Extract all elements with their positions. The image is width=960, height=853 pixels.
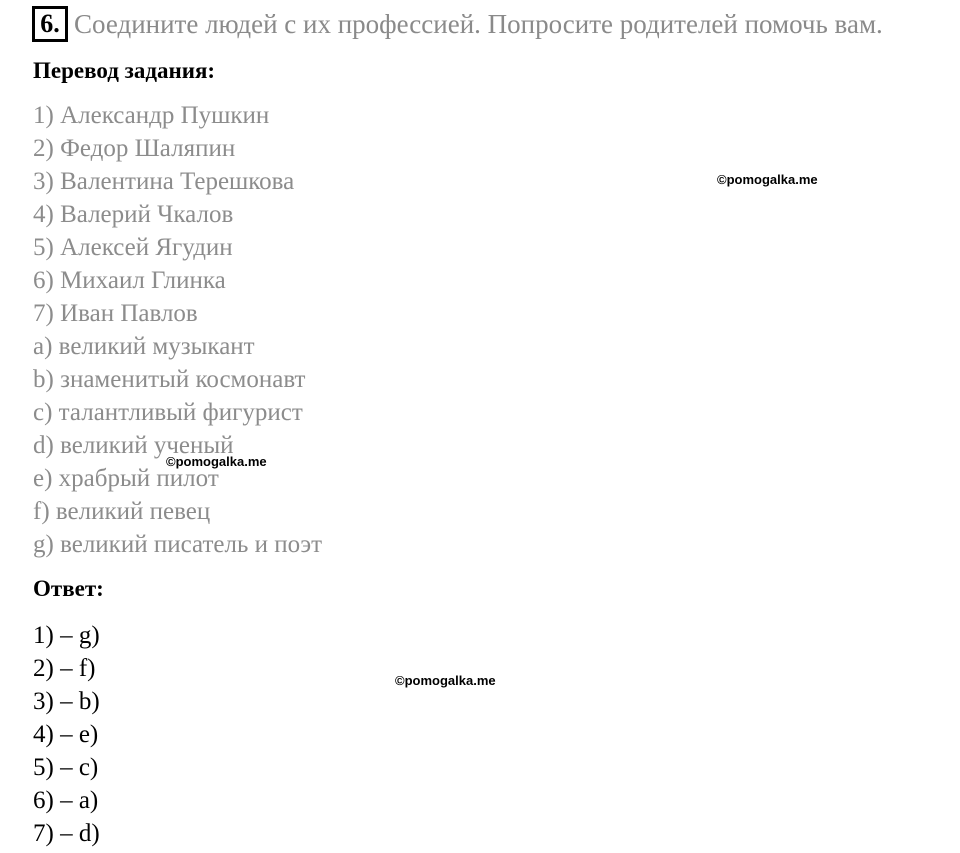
list-item: g) великий писатель и поэт	[33, 531, 323, 558]
answer-item: 3) – b)	[33, 688, 100, 715]
list-item: c) талантливый фигурист	[33, 399, 303, 426]
answer-item: 6) – a)	[33, 787, 99, 814]
answer-item: 7) – d)	[33, 820, 100, 847]
list-item: 3) Валентина Терешкова	[33, 168, 295, 195]
translation-list	[33, 99, 322, 561]
list-item: 1) Александр Пушкин	[33, 102, 270, 129]
watermark: ©pomogalka.me	[166, 454, 267, 469]
answer-item: 5) – c)	[33, 754, 99, 781]
watermark: ©pomogalka.me	[717, 172, 818, 187]
answer-item: 1) – g)	[33, 622, 100, 649]
list-item: a) великий музыкант	[33, 333, 255, 360]
list-item: 2) Федор Шаляпин	[33, 135, 236, 162]
task-line	[32, 6, 883, 42]
answer-item: 2) – f)	[33, 655, 96, 682]
list-item: e) храбрый пилот	[33, 465, 219, 492]
list-item: 4) Валерий Чкалов	[33, 201, 234, 228]
answer-list	[33, 619, 100, 850]
answer-item: 4) – e)	[33, 721, 99, 748]
watermark: ©pomogalka.me	[395, 673, 496, 688]
list-item: 5) Алексей Ягудин	[33, 234, 233, 261]
task-text: Соедините людей с их профессией. Попросите родителей помочь вам.	[74, 9, 883, 39]
list-item: 6) Михаил Глинка	[33, 267, 226, 294]
translation-heading: Перевод задания:	[33, 58, 216, 83]
task-number: 6.	[32, 6, 68, 42]
answer-heading: Ответ:	[33, 576, 104, 601]
list-item: d) великий ученый	[33, 432, 234, 459]
list-item: 7) Иван Павлов	[33, 300, 198, 327]
list-item: f) великий певец	[33, 498, 211, 525]
list-item: b) знаменитый космонавт	[33, 366, 306, 393]
